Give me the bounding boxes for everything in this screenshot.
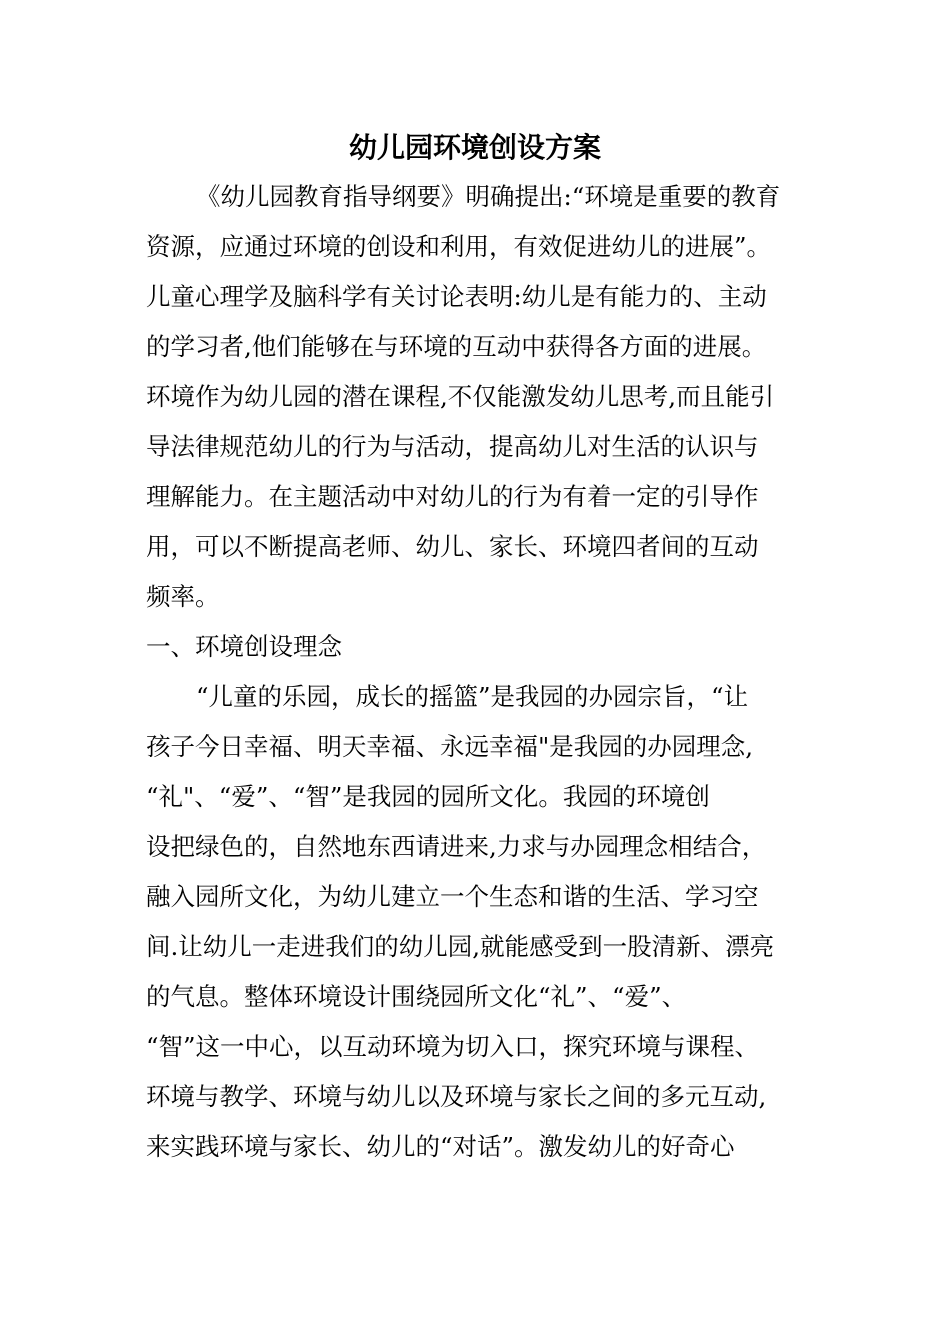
document-title: 幼儿园环境创设方案 [348, 131, 601, 164]
paragraph-line: 儿童心理学及脑科学有关讨论表明:幼儿是有能力的、主动 [146, 282, 767, 311]
paragraph-line: 孩子今日幸福、明天幸福、永远幸福"是我园的办园理念, [146, 732, 754, 761]
paragraph-line: 环境作为幼儿园的潜在课程,不仅能激发幼儿思考,而且能引 [146, 382, 775, 411]
paragraph-line: 的气息。整体环境设计围绕园所文化“礼”、“爱”、 [146, 982, 687, 1011]
paragraph-line: 融入园所文化，为幼儿建立一个生态和谐的生活、学习空 [146, 882, 759, 911]
section-heading: 一、环境创设理念 [146, 632, 342, 661]
paragraph-line: 设把绿色的，自然地东西请进来,力求与办园理念相结合， [146, 832, 767, 861]
paragraph-line: 间.让幼儿一走进我们的幼儿园,就能感受到一股清新、漂亮 [146, 932, 775, 961]
paragraph-line: “智”这一中心，以互动环境为切入口，探究环境与课程、 [146, 1032, 760, 1061]
paragraph-line: 理解能力。在主题活动中对幼儿的行为有着一定的引导作 [146, 482, 759, 511]
paragraph-line: 环境与教学、环境与幼儿以及环境与家长之间的多元互动, [146, 1082, 767, 1111]
paragraph-line: “礼"、“爱”、“智”是我园的园所文化。我园的环境创 [146, 782, 710, 811]
paragraph-line: 的学习者,他们能够在与环境的互动中获得各方面的进展。 [146, 332, 767, 361]
paragraph-line: “儿童的乐园，成长的摇篮”是我园的办园宗旨，“让 [196, 682, 749, 711]
paragraph-line: 导法律规范幼儿的行为与活动，提高幼儿对生活的认识与 [146, 432, 759, 461]
paragraph-line: 频率。 [146, 582, 220, 611]
paragraph-line: 资源，应通过环境的创设和利用，有效促进幼儿的进展”。 [146, 232, 772, 261]
document-body [146, 172, 806, 1172]
paragraph-line: 来实践环境与家长、幼儿的“对话”。激发幼儿的好奇心 [146, 1132, 735, 1161]
paragraph-line: 《幼儿园教育指导纲要》明确提出:“环境是重要的教育 [196, 182, 781, 211]
paragraph-line: 用，可以不断提高老师、幼儿、家长、环境四者间的互动 [146, 532, 759, 561]
